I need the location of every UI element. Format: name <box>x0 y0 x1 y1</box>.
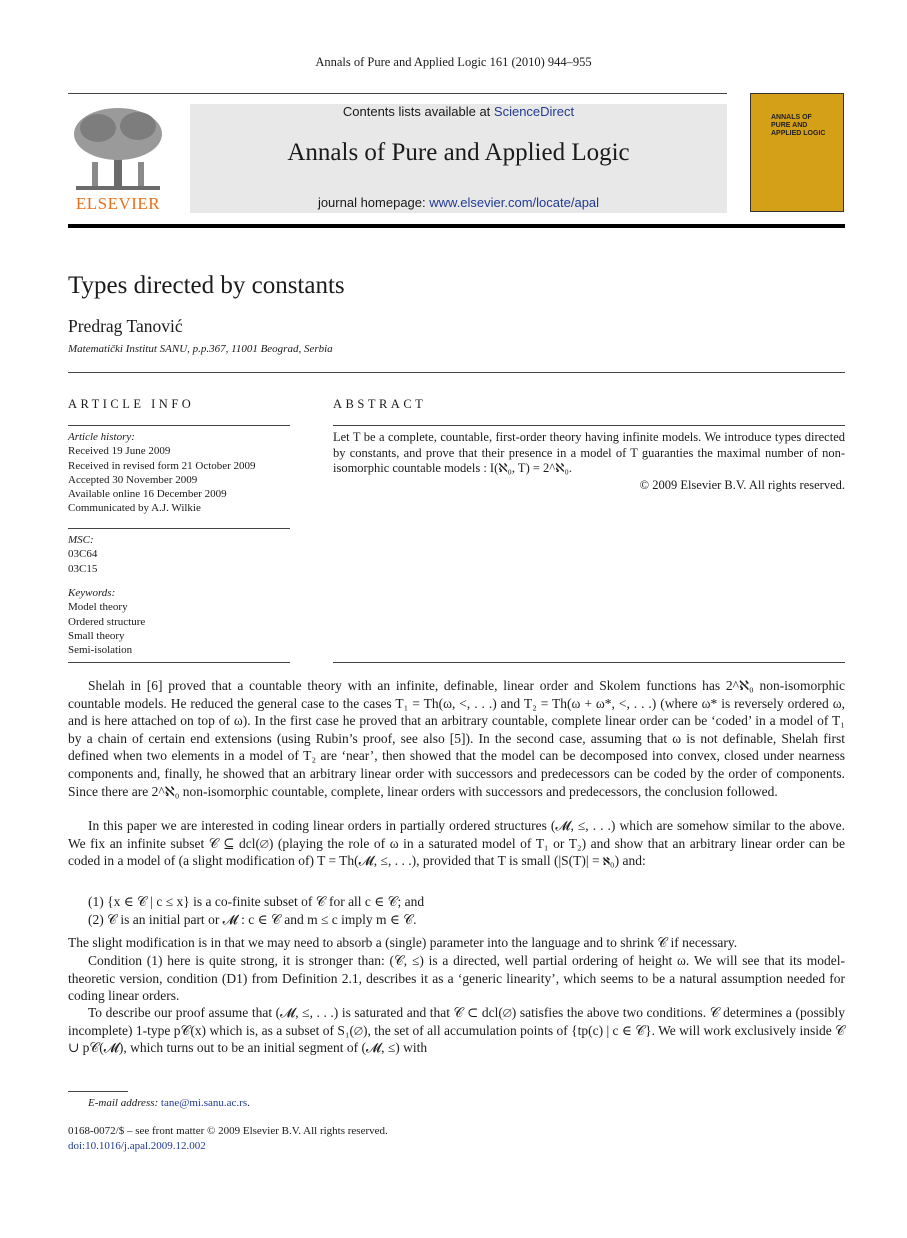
journal-citation: Annals of Pure and Applied Logic 161 (2010) 944–955 <box>315 55 592 69</box>
body-paragraph: To describe our proof assume that (𝓜, ≤, . . .) is saturated and that 𝒞 ⊂ dcl(∅) satisfies the above two conditions. 𝒞 determines a (possibly incomplete) 1-type p𝒞(x) which is, as a subset of S₁(∅), the set of all accumulation points of {tp(c) | c ∈ 𝒞}. We will work exclusively inside 𝒞 ∪ p𝒞(𝓜), which turns out to be an initial segment of (𝓜, ≤) with <box>68 1005 845 1056</box>
cover-title: ANNALS OF PURE AND APPLIED LOGIC <box>771 114 826 137</box>
article-title: Types directed by constants <box>68 272 345 299</box>
contents-prefix: Contents lists available at <box>342 104 494 119</box>
history-label: Article history: <box>68 431 135 443</box>
info-rule <box>68 528 290 529</box>
history-item: Received in revised form 21 October 2009 <box>68 459 256 472</box>
msc-item: 03C64 <box>68 548 98 561</box>
msc-label: MSC: <box>68 534 94 546</box>
journal-homepage-link[interactable]: www.elsevier.com/locate/apal <box>429 195 600 210</box>
journal-title: Annals of Pure and Applied Logic <box>287 139 630 166</box>
history-item: Available online 16 December 2009 <box>68 488 227 501</box>
info-rule <box>68 425 290 426</box>
body-paragraph: Condition (1) here is quite strong, it is stronger than: (𝒞, ≤) is a directed, well partial ordering of height ω. We will see that its model-theoretic version, condition (D1) from Definition 2.1, describes it as a ‘generic linearity’, which seems to be a natural assumption needed for coding linear orders. <box>68 953 845 1004</box>
condition-item: (1) {x ∈ 𝒞 | c ≤ x} is a co-finite subset of 𝒞 for all c ∈ 𝒞; and <box>88 894 425 909</box>
journal-cover <box>750 93 844 212</box>
info-rule <box>68 662 290 663</box>
msc-item: 03C15 <box>68 562 98 575</box>
email-label: E-mail address: <box>88 1097 161 1109</box>
article-history <box>68 430 290 516</box>
body-paragraph: In this paper we are interested in coding linear orders in partially ordered structures (𝓜, ≤, . . .) which are somehow similar to the above. We fix an infinite subset 𝒞 ⊆ dcl(∅) (playing the role of ω in a saturated model of T₁ or T₂) and show that an arbitrary linear order can be coded in a model of (a slight modification of) T = Th(𝓜, ≤, . . .), provided that T is small (|S(T)| = ℵ₀) and: <box>68 818 845 869</box>
body-paragraph: The slight modification is in that we may need to absorb a (single) parameter into the language and to shrink 𝒞 if necessary. <box>68 935 738 950</box>
author-name: Predrag Tanović <box>68 316 183 336</box>
abstract-rule <box>333 425 845 426</box>
sciencedirect-link[interactable]: ScienceDirect <box>493 104 575 119</box>
keyword-item: Model theory <box>68 601 128 614</box>
keyword-item: Semi-isolation <box>68 644 133 657</box>
article-info-heading: ARTICLE INFO <box>68 397 195 411</box>
homepage-line <box>190 195 727 210</box>
msc-codes <box>68 533 290 576</box>
abstract-text: Let T be a complete, countable, first-order theory having infinite models. We introduce types directed by constants, and prove that their presence in a model of T guaranties the maximal number of non-isomorphic countable models : I(ℵ₀, T) = 2^ℵ₀. <box>333 430 845 476</box>
keyword-item: Ordered structure <box>68 615 146 628</box>
issn-line: 0168-0072/$ – see front matter © 2009 Elsevier B.V. All rights reserved. <box>68 1125 388 1137</box>
footnote: E-mail address: tane@mi.sanu.ac.rs. <box>88 1097 250 1109</box>
keyword-item: Small theory <box>68 629 125 642</box>
homepage-prefix: journal homepage: <box>317 195 430 210</box>
contents-line <box>190 104 727 119</box>
keywords-label: Keywords: <box>68 587 116 599</box>
publisher-wordmark: ELSEVIER <box>75 194 161 213</box>
header-rule <box>68 93 727 94</box>
header-thick-rule <box>68 224 845 228</box>
doi-link[interactable]: doi:10.1016/j.apal.2009.12.002 <box>68 1140 206 1152</box>
author-affiliation: Matematički Institut SANU, p.p.367, 11001 Beograd, Serbia <box>68 343 333 355</box>
footnote-rule <box>68 1091 128 1092</box>
email-link[interactable]: tane@mi.sanu.ac.rs <box>160 1097 248 1109</box>
abstract-heading: ABSTRACT <box>333 397 427 411</box>
body-paragraph: Shelah in [6] proved that a countable theory with an infinite, definable, linear order and Skolem functions has 2^ℵ₀ non-isomorphic countable models. He reduced the general case to the cases T₁ = Th(ω, <, . . .) and T₂ = Th(ω + ω*, <, . . .) (where ω* is reversely ordered ω, and is here attached on top of ω). In the first case he proved that an arbitrary countable, complete linear order can be ‘coded’ in a model of T₁ by a chain of certain end extensions (using Rubin’s proof, see also [5]). In the second case, assuming that ω is not definable, Shelah first defined when two elements in a model of T₂ are ‘near’, then showed that the model can be decomposed into convex, closed under nearness components and, finally, he showed that an arbitrary linear order with successors and predecessors can be coded by the order of components. Since there are 2^ℵ₀ non-isomorphic countable, complete, linear orders with successors and predecessors, the conclusion followed. <box>68 678 845 799</box>
keywords <box>68 586 290 657</box>
abstract-copyright: © 2009 Elsevier B.V. All rights reserved. <box>639 478 845 492</box>
history-item: Accepted 30 November 2009 <box>68 473 198 486</box>
title-rule <box>68 372 845 373</box>
history-item: Received 19 June 2009 <box>68 445 171 458</box>
condition-item: (2) 𝒞 is an initial part or 𝓜 : c ∈ 𝒞 and m ≤ c imply m ∈ 𝒞. <box>88 912 417 927</box>
history-item: Communicated by A.J. Wilkie <box>68 502 201 515</box>
abstract-rule <box>333 662 845 663</box>
